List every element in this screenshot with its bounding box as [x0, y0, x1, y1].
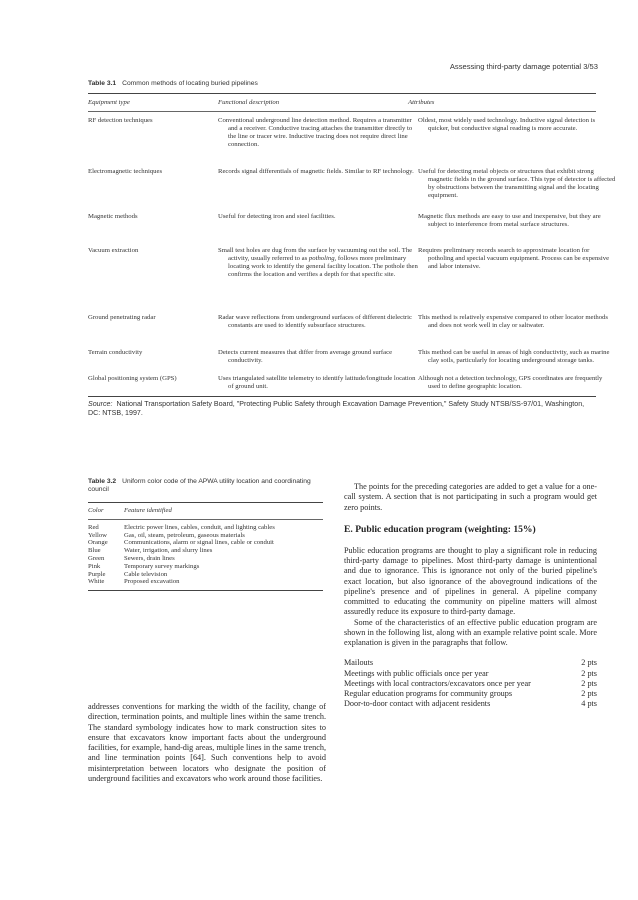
table-row	[88, 208, 601, 242]
description-cell: Records signal differentials of magnetic fields. Similar to RF technology.	[218, 168, 414, 176]
description-cell: Useful for detecting iron and steel facilities.	[218, 213, 336, 221]
feature-cell: Proposed excavation	[124, 578, 180, 586]
attributes-cell: Requires preliminary records search to approximate location for potholing and special vacuum equipment. Process can be expensive and labor intensive.	[418, 247, 610, 271]
list-item	[344, 679, 597, 689]
attributes-cell: This method can be useful in areas of high conductivity, such as marine clay soils, particularly for locating underground storage tanks.	[418, 349, 610, 365]
table-3-1	[88, 93, 616, 417]
list-item-label: Regular education programs for community groups	[344, 689, 513, 699]
public-education-paragraph-2: Some of the characteristics of an effective public education program are shown in the following list, along with an example relative point scale. More explanation is given in the paragraphs that follow.	[344, 617, 597, 647]
list-item-points: 2 pts	[581, 658, 597, 668]
table-row	[88, 539, 323, 547]
list-item-label: Meetings with public officials once per year	[344, 668, 489, 678]
list-item-label: Door-to-door contact with adjacent residents	[344, 699, 491, 709]
list-item	[344, 658, 597, 668]
list-item	[344, 699, 597, 709]
description-cell: Radar wave reflections from underground surfaces of different dielectric constants are used to identify subsurface structures.	[218, 314, 412, 330]
table-row	[88, 571, 323, 579]
description-cell: Conventional underground line detection method. Requires a transmitter and a receiver. Conductive tracing attaches the transmitter directly to the line or tracer wire. Inductive tracing does not require direct line connection.	[218, 117, 413, 149]
description-cell: Detects current measures that differ from average ground surface conductivity.	[218, 349, 393, 365]
equipment-type-cell: Vacuum extraction	[88, 247, 139, 255]
attributes-cell: Useful for detecting metal objects or structures that exhibit strong magnetic fields in the ground surface. This type of detector is affected by obstructions between the transmitting signal and the locating equipment.	[418, 168, 616, 200]
table-3-2	[88, 502, 323, 591]
feature-cell: Electric power lines, cables, conduit, and lighting cables	[124, 523, 275, 531]
color-cell: Red	[88, 523, 99, 531]
equipment-type-cell: Electromagnetic techniques	[88, 168, 163, 176]
list-item	[344, 669, 597, 679]
table-3-2-header-feature: Feature identified	[124, 507, 172, 514]
table-3-2-title: Uniform color code of the APWA utility location and coordinating council	[88, 478, 311, 494]
equipment-type-cell: Magnetic methods	[88, 213, 138, 221]
equipment-type-cell: Terrain conductivity	[88, 349, 143, 357]
description-text-part: follows more preliminary locating work to identify the general facility location. The pothole then confirms the location and verifies a depth for that specific site.	[228, 255, 418, 279]
table-3-2-header-color: Color	[88, 507, 104, 514]
feature-cell: Sewers, drain lines	[124, 554, 175, 562]
attributes-cell: Oldest, most widely used technology. Inductive signal detection is quicker, but conductive signal reading is more accurate.	[418, 117, 596, 133]
table-row	[88, 532, 323, 540]
table-3-1-header-attributes: Attributes	[408, 99, 435, 106]
description-cell: Uses triangulated satellite telemetry to identify latitude/longitude location of ground unit.	[218, 375, 416, 391]
color-cell: Yellow	[88, 531, 108, 539]
color-cell: Purple	[88, 570, 106, 578]
one-call-points-paragraph: The points for the preceding categories are added to get a value for a one-call system. A section that is not participating in such a program would get zero points.	[344, 482, 597, 512]
source-label: Source:	[88, 400, 113, 409]
table-row	[88, 547, 323, 555]
table-3-1-header-row	[88, 94, 596, 112]
table-3-1-caption	[88, 80, 258, 87]
table-row	[88, 242, 610, 309]
table-3-1-title: Common methods of locating buried pipelines	[122, 80, 258, 87]
table-row	[88, 370, 603, 392]
color-cell: Pink	[88, 562, 101, 570]
description-cell	[218, 247, 418, 309]
table-3-1-label: Table 3.1	[88, 80, 117, 87]
potholing-term: potholing,	[308, 255, 337, 263]
table-row	[88, 578, 323, 586]
feature-cell: Cable television	[124, 570, 168, 578]
table-row	[88, 309, 608, 344]
feature-cell: Gas, oil, steam, petroleum, gaseous materials	[124, 531, 245, 539]
table-row	[88, 524, 323, 532]
description-text-part: Small test holes are dug from the surface by vacuuming out the soil. The activity, usually referred to as	[218, 247, 413, 263]
table-3-2-header-row	[88, 503, 323, 520]
table-3-2-label: Table 3.2	[88, 478, 117, 485]
table-row	[88, 163, 616, 208]
list-item-points: 2 pts	[581, 678, 597, 688]
table-row	[88, 563, 323, 571]
equipment-type-cell: RF detection techniques	[88, 117, 153, 125]
public-education-paragraph-1: Public education programs are thought to play a significant role in reducing third-party damage to pipelines. Most third-party damage is unintentional and due to ignorance. This is ignorance not only of the buried pipeline's exact location, but also ignorance of the aboveground indications of the pipeline's presence and of pipelines in general. A pipeline company committed to educating the community on pipeline matters will almost assuredly reduce its exposure to third-party damage.	[344, 545, 597, 617]
table-row	[88, 344, 610, 370]
section-heading: E. Public education program (weighting: 15%)	[344, 523, 536, 535]
color-cell: Orange	[88, 539, 108, 547]
list-item-points: 2 pts	[581, 689, 597, 699]
points-list	[344, 658, 597, 709]
table-3-1-source-note	[88, 397, 596, 417]
attributes-cell: Magnetic flux methods are easy to use and inexpensive, but they are subject to interference from metal surface structures.	[418, 213, 601, 229]
running-header: Assessing third-party damage potential 3/53	[449, 62, 598, 71]
feature-cell: Water, irrigation, and slurry lines	[124, 547, 213, 555]
equipment-type-cell: Global positioning system (GPS)	[88, 375, 177, 383]
table-3-2-caption	[88, 478, 323, 494]
source-text: National Transportation Safety Board, "Protecting Public Safety through Excavation Damage Prevention," Safety Study NTSB/SS-97/01, Washington, DC: NTSB, 1997.	[88, 400, 585, 417]
right-column	[344, 482, 597, 710]
color-cell: White	[88, 578, 105, 586]
list-item-points: 4 pts	[581, 699, 597, 709]
list-item-label: Meetings with local contractors/excavators once per year	[344, 678, 531, 688]
equipment-type-cell: Ground penetrating radar	[88, 314, 156, 322]
table-3-1-header-description: Functional description	[218, 99, 280, 106]
attributes-cell: This method is relatively expensive compared to other locator methods and does not work well in clay or saltwater.	[418, 314, 608, 330]
table-row	[88, 112, 596, 163]
list-item	[344, 689, 597, 699]
table-row	[88, 555, 323, 563]
left-column-paragraph: addresses conventions for marking the width of the facility, change of direction, termination points, and multiple lines within the same trench. The standard symbology indicates how to mark construction sites to ensure that excavators know important facts about the underground facilities, for example, hand-dig areas, multiple lines in the same trench, and line termination points [64]. Such conventions help to avoid misinterpretation between locators who designate the position of underground facilities and excavators who work around those facilities.	[88, 702, 326, 783]
list-item-points: 2 pts	[581, 668, 597, 678]
list-item-label: Mailouts	[344, 658, 374, 668]
color-cell: Green	[88, 554, 105, 562]
table-3-1-header-equipment: Equipment type	[88, 99, 130, 106]
attributes-cell: Although not a detection technology, GPS coordinates are frequently used to define geographic location.	[418, 375, 603, 391]
color-cell: Blue	[88, 547, 101, 555]
feature-cell: Temporary survey markings	[124, 562, 200, 570]
feature-cell: Communications, alarm or signal lines, cable or conduit	[124, 539, 274, 547]
